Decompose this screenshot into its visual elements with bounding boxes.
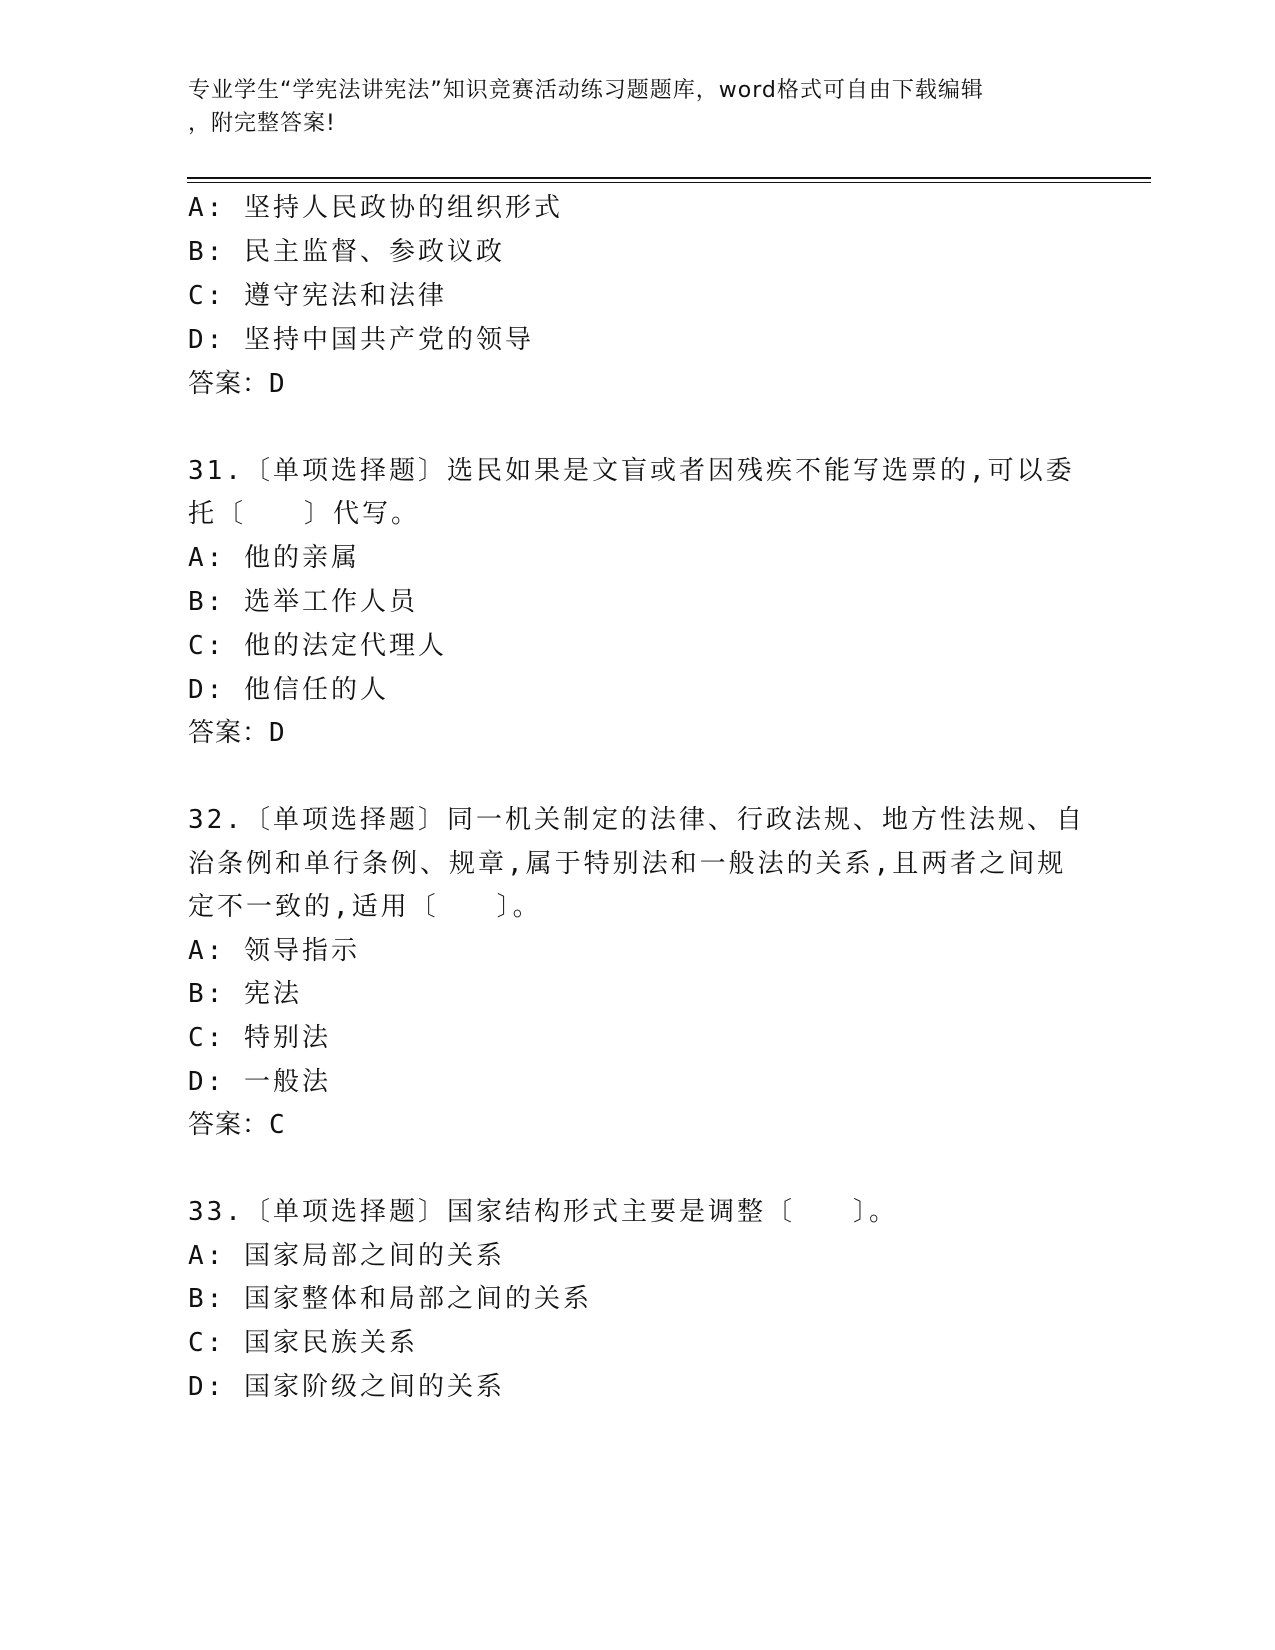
answer-label: 答案： <box>188 718 270 748</box>
q32-option-d: D: 一般法 <box>188 1067 331 1097</box>
q33-option-b: B: 国家整体和局部之间的关系 <box>188 1284 592 1314</box>
q30-option-b: B: 民主监督、参政议政 <box>188 237 505 267</box>
q30-option-c: C: 遵守宪法和法律 <box>188 281 447 311</box>
q32-answer <box>188 1109 286 1141</box>
q32-stem-line-1: 32.〔单项选择题〕同一机关制定的法律、行政法规、地方性法规、自 <box>188 805 1085 835</box>
header-line-1: 专业学生“学宪法讲宪法”知识竞赛活动练习题题库，word格式可自由下载编辑 <box>188 78 984 103</box>
q32-option-c: C: 特别法 <box>188 1023 331 1053</box>
q31-option-a: A: 他的亲属 <box>188 543 360 573</box>
answer-value: D <box>269 718 286 748</box>
q31-answer <box>188 717 286 749</box>
header-divider-thick <box>187 177 1151 179</box>
header-line-2: ，附完整答案! <box>188 111 336 136</box>
header-divider-thin <box>187 182 1151 183</box>
q33-option-a: A: 国家局部之间的关系 <box>188 1241 505 1271</box>
answer-label: 答案： <box>188 1110 270 1140</box>
q32-option-b: B: 宪法 <box>188 979 302 1009</box>
answer-value: C <box>269 1110 286 1140</box>
q31-option-b: B: 选举工作人员 <box>188 587 418 617</box>
q31-stem-line-1: 31.〔单项选择题〕选民如果是文盲或者因残疾不能写选票的,可以委 <box>188 456 1075 486</box>
answer-value: D <box>269 369 286 399</box>
q31-option-c: C: 他的法定代理人 <box>188 631 447 661</box>
q33-option-d: D: 国家阶级之间的关系 <box>188 1372 505 1402</box>
q30-option-d: D: 坚持中国共产党的领导 <box>188 325 534 355</box>
q31-option-d: D: 他信任的人 <box>188 675 389 705</box>
document-header <box>188 74 1088 140</box>
q32-option-a: A: 领导指示 <box>188 936 360 966</box>
q30-option-a: A: 坚持人民政协的组织形式 <box>188 193 563 223</box>
q33-stem-line-1: 33.〔单项选择题〕国家结构形式主要是调整〔 〕。 <box>188 1197 898 1227</box>
q31-stem-line-2: 托〔 〕代写。 <box>188 499 421 529</box>
q30-answer <box>188 368 286 400</box>
answer-label: 答案： <box>188 369 270 399</box>
q33-option-c: C: 国家民族关系 <box>188 1328 418 1358</box>
q32-stem-line-2: 治条例和单行条例、规章,属于特别法和一般法的关系,且两者之间规 <box>188 849 1067 879</box>
q32-stem-line-3: 定不一致的,适用〔 〕。 <box>188 892 542 922</box>
